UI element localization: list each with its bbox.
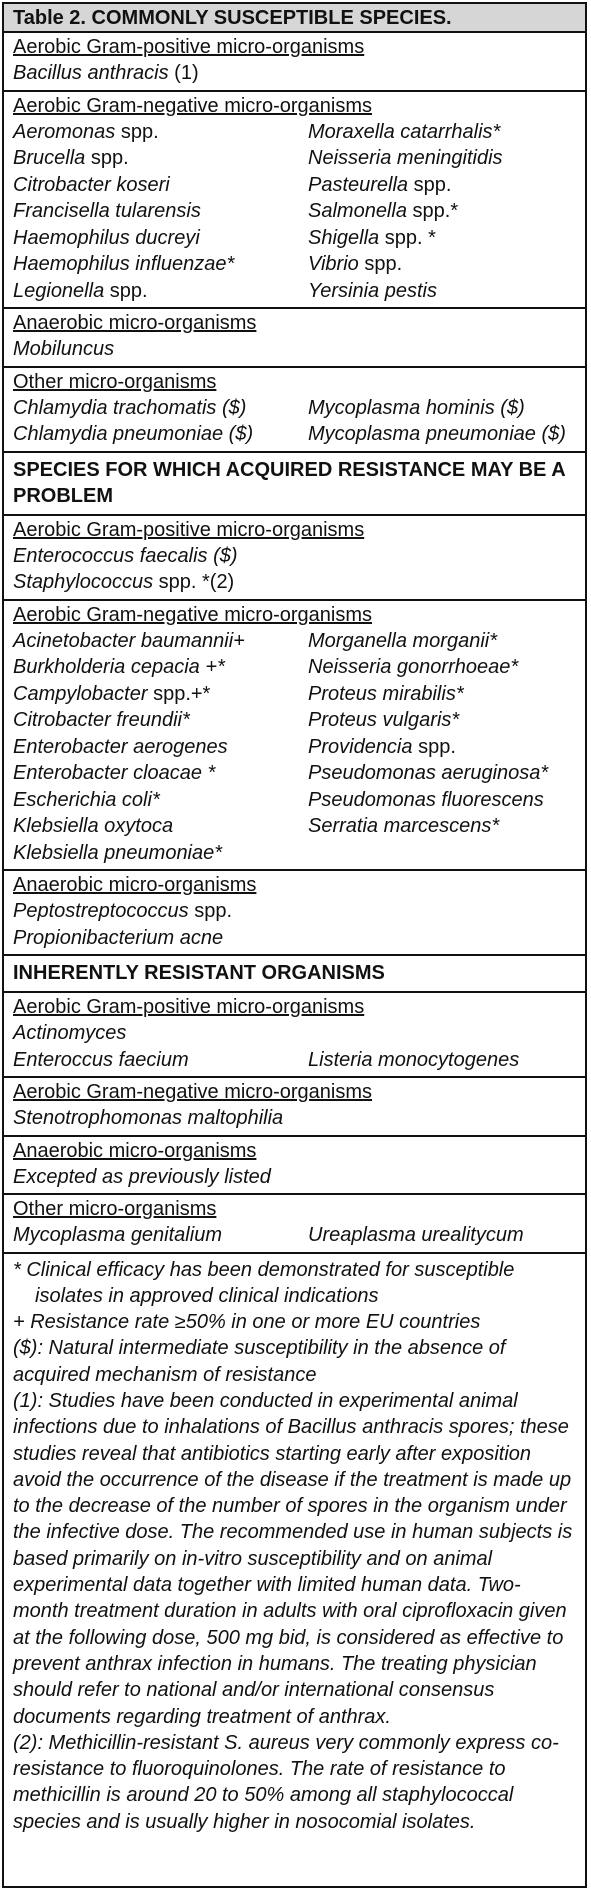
species-name: Enterobacter aerogenes	[13, 735, 228, 758]
species-name: Brucella	[13, 147, 86, 169]
species-cell	[13, 654, 308, 681]
section	[4, 516, 585, 601]
species-cell	[13, 251, 308, 278]
species-cell	[13, 1222, 308, 1249]
species-row	[13, 628, 576, 655]
species-row	[13, 336, 576, 363]
section	[4, 1195, 585, 1254]
species-row	[13, 681, 576, 708]
species-name: Chlamydia trachomatis ($)	[13, 396, 247, 419]
species-suffix: spp. *(2)	[153, 571, 235, 593]
species-cell	[308, 225, 576, 252]
species-cell	[308, 543, 576, 570]
species-name: Excepted as previously listed	[13, 1165, 271, 1188]
section-heading: Other micro-organisms	[13, 370, 217, 393]
species-cell	[308, 628, 576, 655]
species-row	[13, 654, 576, 681]
species-name: Ureaplasma urealitycum	[308, 1224, 524, 1246]
species-name: Klebsiella pneumoniae*	[13, 841, 223, 864]
species-row	[13, 119, 576, 146]
species-cell	[308, 1164, 576, 1191]
section-heading: Aerobic Gram-negative micro-organisms	[13, 94, 373, 117]
species-row	[13, 760, 576, 787]
species-cell	[13, 898, 308, 925]
species-row	[13, 707, 576, 734]
species-cell	[13, 1105, 308, 1132]
species-name: Moraxella catarrhalis*	[308, 120, 501, 143]
species-suffix: spp. *	[379, 226, 436, 249]
species-cell	[308, 172, 576, 199]
species-row	[13, 787, 576, 814]
species-name: Providencia	[308, 735, 413, 758]
species-name: Campylobacter	[13, 682, 148, 705]
section	[4, 309, 585, 368]
species-name: Aeromonas	[13, 120, 116, 143]
species-cell	[13, 840, 308, 867]
species-cell	[13, 707, 308, 734]
species-name: Francisella tularensis	[13, 200, 201, 222]
species-name: Acinetobacter baumannii+	[13, 629, 245, 652]
species-row	[13, 543, 576, 570]
species-row	[13, 1047, 576, 1074]
species-row	[13, 898, 576, 925]
species-cell	[308, 119, 576, 146]
species-suffix: spp.	[104, 279, 148, 302]
species-cell	[13, 1047, 308, 1074]
species-cell	[308, 925, 576, 952]
species-cell	[13, 145, 308, 172]
species-name: Yersinia pestis	[308, 279, 437, 302]
species-cell	[308, 145, 576, 172]
species-cell	[13, 1164, 308, 1191]
species-name: Vibrio	[308, 253, 359, 275]
species-name: Citrobacter koseri	[13, 173, 170, 196]
species-cell	[308, 278, 576, 305]
species-row	[13, 172, 576, 199]
footnote-1: (1): Studies have been conducted in experimental animal infections due to inhalations of Bacillus anthracis spores; these studies reveal that antibiotics starting early after exposition avoid the occurrence of the disease if the treatment is made up to the decrease of the number of spores in the organism under the infective dose. The recommended use in human subjects is based primarily on in-vitro susceptibility and on animal experimental data together with limited human data. Two-month treatment duration in adults with oral ciprofloxacin given at the following dose, 500 mg bid, is considered as effective to prevent anthrax infection in humans. The treating physician should refer to national and/or international consensus documents regarding treatment of anthrax.	[13, 1389, 573, 1728]
species-name: Stenotrophomonas maltophilia	[13, 1107, 284, 1129]
species-cell	[13, 681, 308, 708]
species-suffix: (1)	[168, 62, 199, 84]
species-cell	[308, 395, 576, 422]
section-heading: Aerobic Gram-positive micro-organisms	[13, 996, 365, 1018]
species-cell	[13, 395, 308, 422]
species-name: Enteroccus faecium	[13, 1048, 189, 1071]
section-heading: Anaerobic micro-organisms	[13, 1139, 257, 1162]
species-cell	[308, 813, 576, 840]
species-cell	[13, 421, 308, 448]
section-heading: Anaerobic micro-organisms	[13, 312, 257, 334]
species-name: Enterococcus faecalis ($)	[13, 544, 238, 567]
species-cell	[308, 654, 576, 681]
species-name: Pseudomonas fluorescens	[308, 788, 544, 811]
species-cell	[308, 840, 576, 867]
species-name: Morganella morganii*	[308, 629, 497, 652]
table-title: Table 2. COMMONLY SUSCEPTIBLE SPECIES.	[4, 4, 585, 33]
species-cell	[308, 1105, 576, 1132]
species-row	[13, 734, 576, 761]
species-name: Klebsiella oxytoca	[13, 815, 174, 837]
species-name: Neisseria gonorrhoeae*	[308, 656, 519, 678]
species-cell	[13, 278, 308, 305]
species-cell	[13, 60, 308, 87]
species-name: Mobiluncus	[13, 338, 115, 360]
species-name: Proteus vulgaris*	[308, 709, 460, 731]
species-cell	[13, 1020, 308, 1047]
species-row	[13, 840, 576, 867]
species-name: Chlamydia pneumoniae ($)	[13, 423, 254, 445]
species-name: Serratia marcescens*	[308, 815, 500, 837]
species-row	[13, 251, 576, 278]
species-name: Mycoplasma pneumoniae ($)	[308, 423, 566, 445]
species-cell	[308, 707, 576, 734]
species-name: Haemophilus influenzae*	[13, 253, 235, 275]
species-row	[13, 925, 576, 952]
species-row	[13, 278, 576, 305]
species-cell	[308, 60, 576, 87]
species-suffix: spp.	[408, 173, 452, 196]
species-name: Pasteurella	[308, 173, 409, 196]
species-cell	[308, 1020, 576, 1047]
species-row	[13, 1222, 576, 1249]
species-name: Staphylococcus	[13, 571, 154, 593]
species-row	[13, 1105, 576, 1132]
species-name: Escherichia coli*	[13, 788, 160, 811]
footnote-plus: + Resistance rate ≥50% in one or more EU countries	[13, 1311, 481, 1334]
section-heading: Aerobic Gram-positive micro-organisms	[13, 36, 365, 58]
species-cell	[308, 569, 576, 596]
section	[4, 33, 585, 92]
species-suffix: spp.	[115, 120, 159, 143]
species-suffix: spp.	[85, 147, 129, 169]
section-heading: Aerobic Gram-negative micro-organisms	[13, 1081, 373, 1103]
species-cell	[13, 225, 308, 252]
species-suffix: spp.	[412, 735, 456, 758]
species-cell	[308, 1047, 576, 1074]
species-cell	[13, 172, 308, 199]
species-cell	[308, 421, 576, 448]
species-name: Citrobacter freundii*	[13, 709, 190, 731]
species-cell	[13, 119, 308, 146]
species-cell	[13, 569, 308, 596]
species-row	[13, 569, 576, 596]
species-cell	[308, 1222, 576, 1249]
species-cell	[308, 336, 576, 363]
section-heading: Aerobic Gram-positive micro-organisms	[13, 518, 365, 541]
species-cell	[308, 681, 576, 708]
section-heading: Anaerobic micro-organisms	[13, 874, 257, 896]
species-row	[13, 1020, 576, 1047]
species-cell	[308, 251, 576, 278]
footnotes	[4, 1254, 585, 1836]
species-cell	[13, 813, 308, 840]
species-row	[13, 421, 576, 448]
species-row	[13, 60, 576, 87]
species-name: Enterobacter cloacae *	[13, 762, 216, 784]
species-suffix: spp.	[188, 900, 233, 922]
species-suffix: spp.+*	[147, 682, 211, 705]
species-name: Shigella	[308, 226, 380, 249]
species-name: Proteus mirabilis*	[308, 682, 464, 705]
section-heading: Other micro-organisms	[13, 1198, 217, 1220]
section	[4, 1078, 585, 1137]
footnote-asterisk: * Clinical efficacy has been demonstrated for susceptible isolates in approved clinical indications	[13, 1258, 515, 1307]
species-row	[13, 813, 576, 840]
species-name: Legionella	[13, 279, 105, 302]
section	[4, 368, 585, 453]
species-name: Haemophilus ducreyi	[13, 226, 200, 249]
acquired-resistance-heading: SPECIES FOR WHICH ACQUIRED RESISTANCE MAY BE A PROBLEM	[4, 453, 585, 516]
species-name: Pseudomonas aeruginosa*	[308, 762, 549, 784]
species-cell	[13, 628, 308, 655]
inherently-resistant-heading: INHERENTLY RESISTANT ORGANISMS	[4, 956, 585, 993]
species-name: Bacillus anthracis	[13, 62, 169, 84]
species-cell	[13, 198, 308, 225]
species-cell	[308, 760, 576, 787]
section-heading: Aerobic Gram-negative micro-organisms	[13, 603, 373, 626]
species-suffix: spp.	[358, 253, 403, 275]
species-cell	[13, 543, 308, 570]
section	[4, 993, 585, 1078]
species-cell	[308, 734, 576, 761]
species-row	[13, 145, 576, 172]
section	[4, 92, 585, 310]
species-table	[2, 2, 587, 1888]
species-cell	[13, 760, 308, 787]
species-name: Salmonella	[308, 200, 407, 222]
species-name: Burkholderia cepacia +*	[13, 656, 225, 678]
species-name: Peptostreptococcus	[13, 900, 189, 922]
species-name: Propionibacterium acne	[13, 926, 224, 949]
species-name: Neisseria meningitidis	[308, 147, 503, 169]
species-cell	[13, 925, 308, 952]
species-row	[13, 1164, 576, 1191]
species-cell	[13, 336, 308, 363]
species-name: Listeria monocytogenes	[308, 1048, 520, 1071]
footnote-dollar: ($): Natural intermediate susceptibility in the absence of acquired mechanism of resistance	[13, 1337, 506, 1386]
footnote-2: (2): Methicillin-resistant S. aureus very commonly express co-resistance to fluoroquinolones. The rate of resistance to methicillin is around 20 to 50% among all staphylococcal species and is usually higher in nosocomial isolates.	[13, 1731, 559, 1833]
section	[4, 601, 585, 872]
species-cell	[13, 787, 308, 814]
species-cell	[308, 898, 576, 925]
species-row	[13, 198, 576, 225]
species-name: Mycoplasma hominis ($)	[308, 396, 525, 419]
species-suffix: spp.*	[406, 200, 459, 222]
species-name: Mycoplasma genitalium	[13, 1224, 222, 1246]
species-name: Actinomyces	[13, 1022, 127, 1044]
species-cell	[13, 734, 308, 761]
section	[4, 1137, 585, 1196]
species-row	[13, 395, 576, 422]
section	[4, 871, 585, 956]
species-cell	[308, 787, 576, 814]
species-cell	[308, 198, 576, 225]
species-row	[13, 225, 576, 252]
